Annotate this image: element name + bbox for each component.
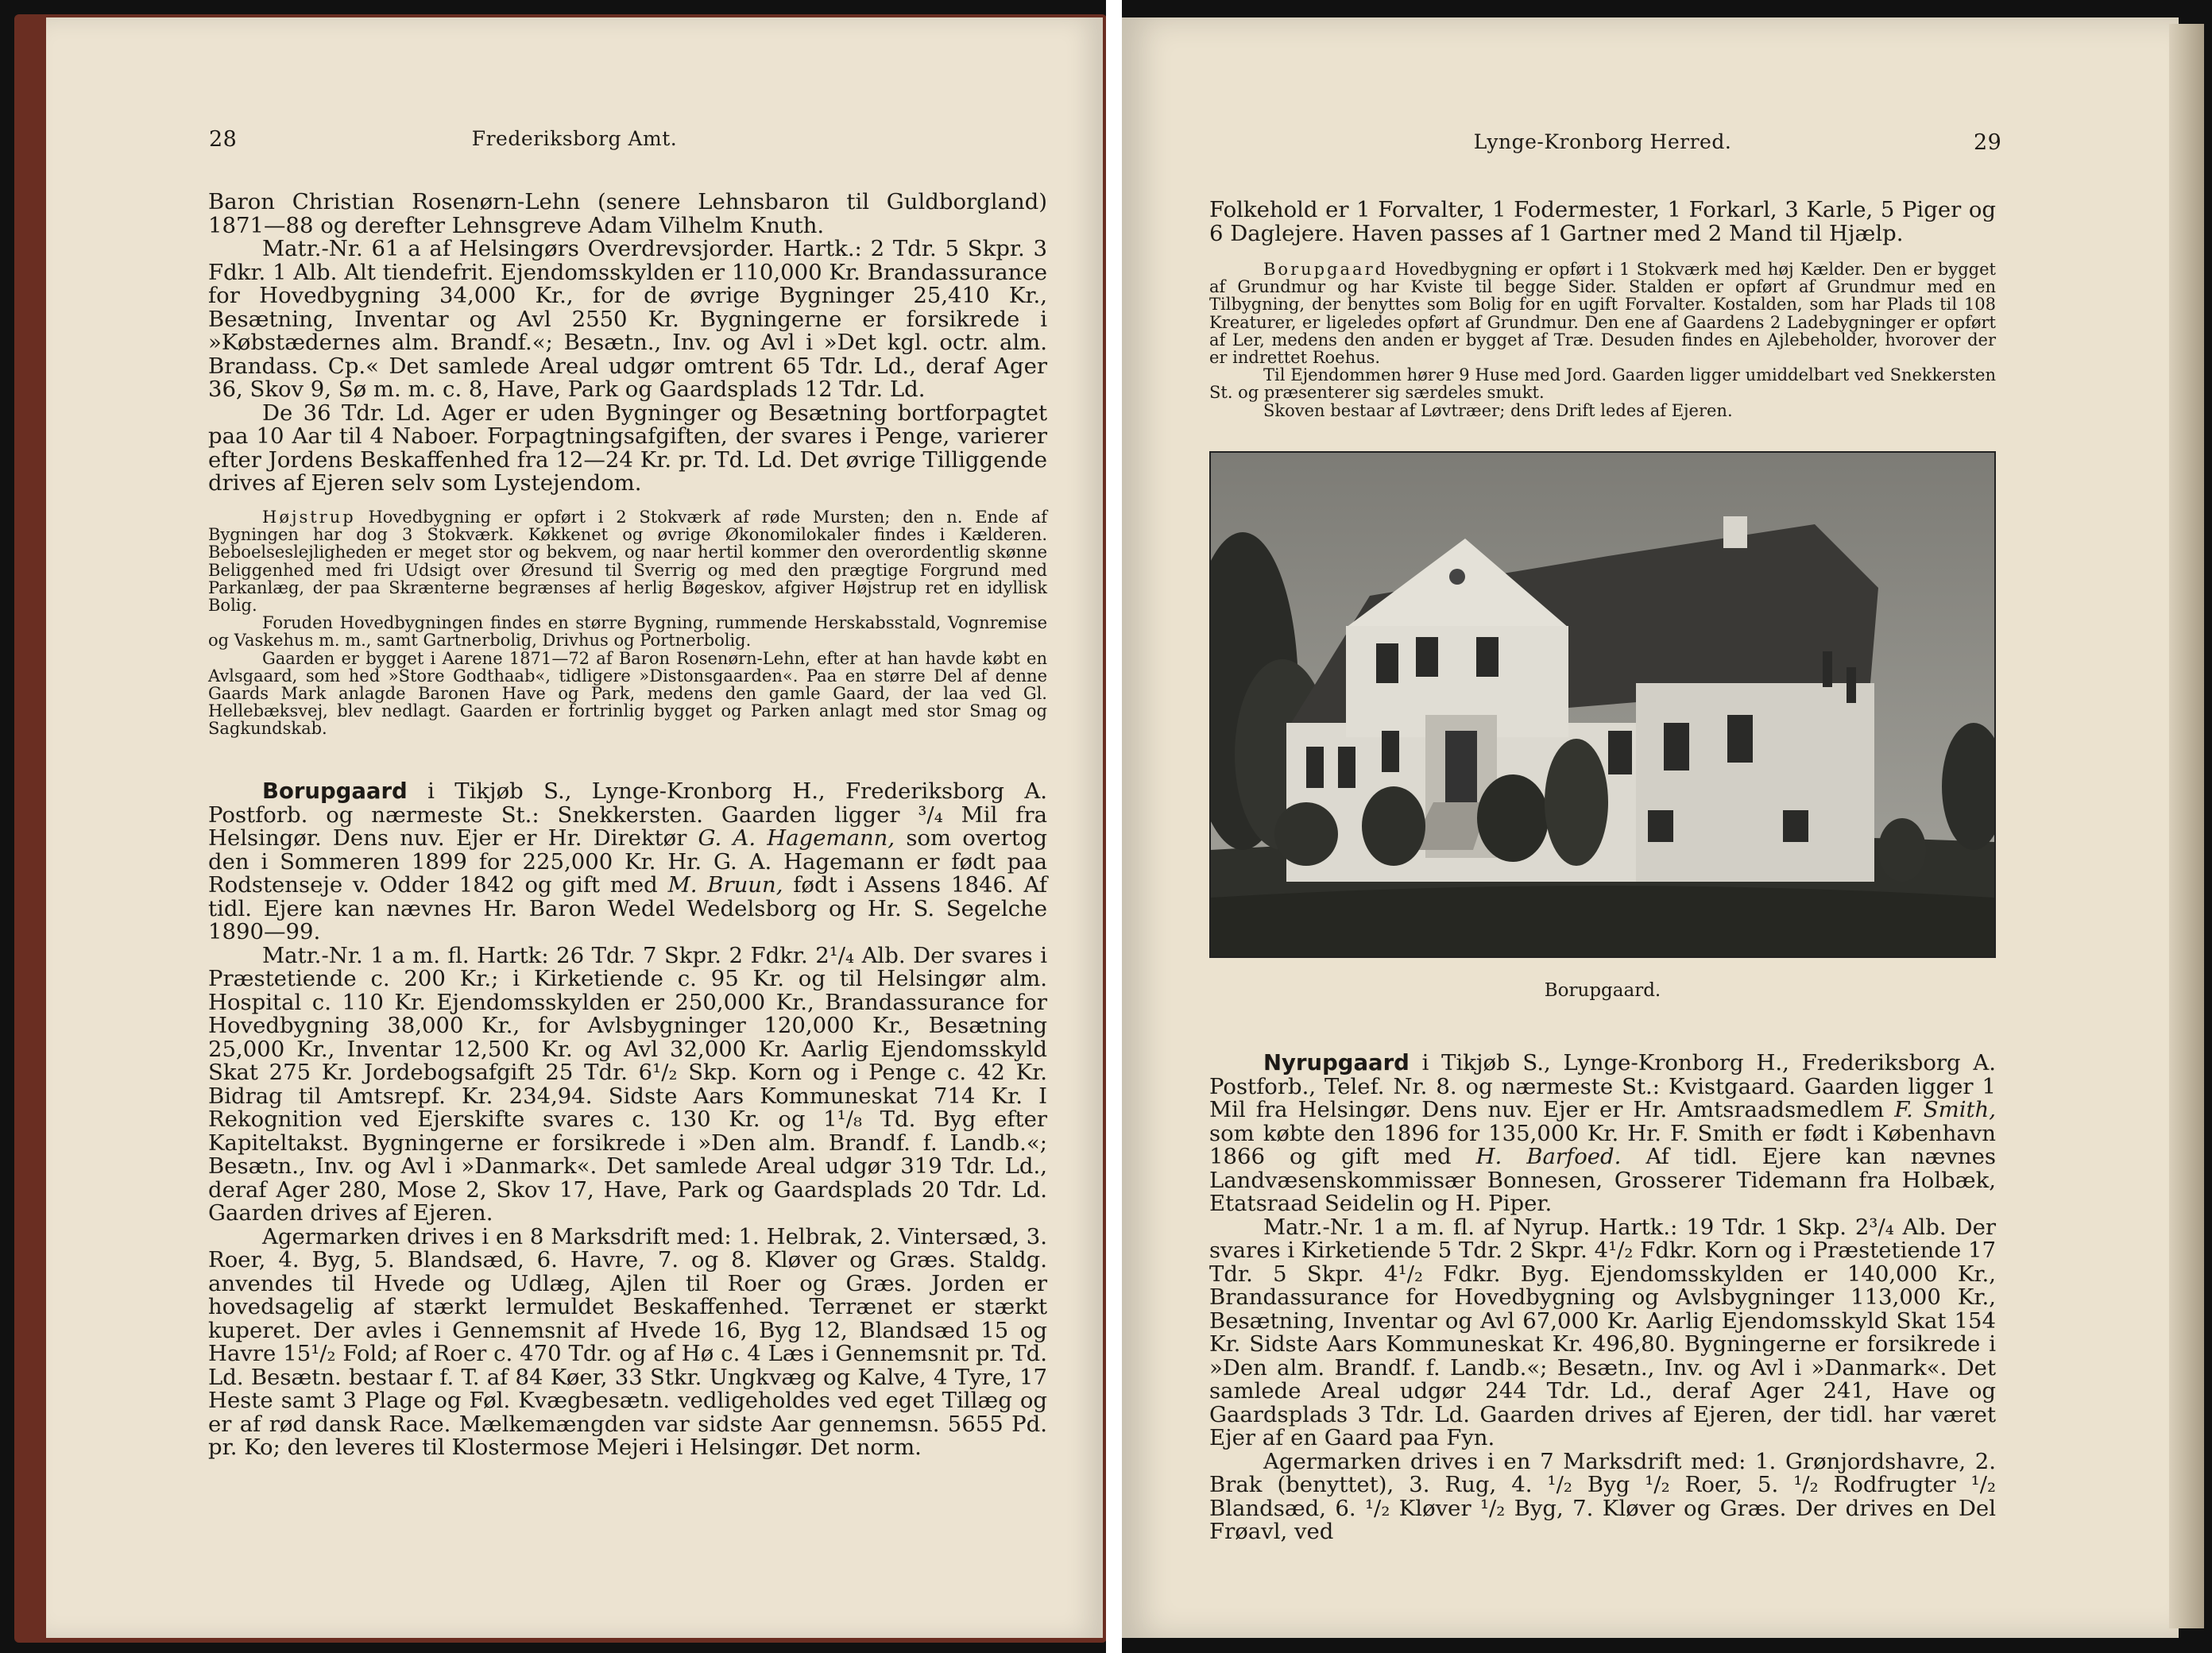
manor-house-illustration xyxy=(1211,453,1994,956)
right-page xyxy=(1122,17,2179,1638)
left-running-title: Frederiksborg Amt. xyxy=(471,127,678,150)
paragraph xyxy=(208,508,1047,614)
left-entry-borupgaard xyxy=(208,780,1047,1460)
paragraph: De 36 Tdr. Ld. Ager er uden Bygninger og Besætning bortforpagtet paa 10 Aar til 4 Naboer. Forpagtningsafgiften, der svares i Penge, varierer efter Jordens Beskaffenhed fra 12—24 Kr. pr. Td. Ld. Det øvrige Tilliggende drives af Ejeren selv som Lystejendom. xyxy=(208,400,1047,496)
page-gutter xyxy=(1106,0,1122,1653)
photo-caption: Borupgaard. xyxy=(1544,980,1661,1001)
paragraph: Matr.-Nr. 1 a m. fl. Hartk: 26 Tdr. 7 Skpr. 2 Fdkr. 2¹/₄ Alb. Der svares i Præstetiende c. 200 Kr.; i Kirketiende c. 95 Kr. og til Helsingør alm. Hospital c. 110 Kr. Ejendomsskylden er 250,000 Kr., Brandassurance for Hovedbygning 38,000 Kr., for Avlsbygninger 120,000 Kr., Besætning 25,000 Kr., Inventar 12,500 Kr. og Avl 32,000 Kr. Aarlig Ejendomsskyld Skat 275 Kr. Jordebogsafgift 25 Tdr. 6¹/₂ Skp. Korn og i Penge c. 42 Kr. Bidrag til Amtsrepf. Kr. 234,94. Sidste Aars Kommuneskat 714 Kr. I Rekognition ved Ejerskifte svares c. 130 Kr. og 1¹/₈ Td. Byg efter Kapiteltakst. Bygningerne er forsikrede i »Den alm. Brandf. f. Landb.«; Besætn., Inv. og Avl i »Danmark«. Det samlede Areal udgør 319 Tdr. Ld., deraf Ager 280, Mose 2, Skov 17, Have, Park og Gaardsplads 20 Tdr. Ld. Gaarden drives af Ejeren. xyxy=(208,942,1047,1226)
left-page xyxy=(46,17,1103,1638)
entry-text: som købte den 1896 for 135,000 Kr. Hr. F. Smith er født i København 1866 og gift med xyxy=(1209,1120,1996,1169)
entry-text: i Tikjøb S., Lynge-Kronborg H., Frederiksborg A. Postforb., Telef. Nr. 8. og nærmeste St.: Kvistgaard. Gaarden ligger 1 Mil fra Helsingør. Dens nuv. Ejer er Hr. Amtsraadsmedlem xyxy=(1209,1050,1996,1122)
page-stack-edge xyxy=(2169,24,2204,1628)
manor-photograph xyxy=(1209,451,1996,958)
paragraph: Matr.-Nr. 1 a m. fl. af Nyrup. Hartk.: 19 Tdr. 1 Skp. 2³/₄ Alb. Der svares i Kirketiende 5 Tdr. 2 Skpr. 4¹/₂ Fdkr. Korn og i Præstetiende 17 Tdr. 5 Skpr. 4¹/₂ Fdkr. Byg. Ejendomsskylden er 140,000 Kr., Brandassurance for Hovedbygning og Avlsbygninger 113,000 Kr., Besætning, Inventar og Avl 67,000 Kr. Aarlig Ejendomsskyld Skat 154 Kr. Sidste Aars Kommuneskat Kr. 496,80. Bygningerne er forsikrede i »Den alm. Brandf. f. Landb.«; Besætn., Inv. og Avl i »Danmark«. Det samlede Areal udgør 244 Tdr. Ld., deraf Ager 241, Have og Gaardsplads 3 Tdr. Ld. Gaarden drives af Ejeren, der tidl. har været Ejer af en Gaard paa Fyn. xyxy=(1209,1214,1996,1450)
paragraph: Agermarken drives i en 8 Marksdrift med: 1. Helbrak, 2. Vintersæd, 3. Roer, 4. Byg, 5. Blandsæd, 6. Havre, 7. og 8. Kløver og Græs. Staldg. anvendes til Hvede og Udlæg, Ajlen til Roer og Græs. Jorden er hovedsagelig af stærkt lermuldet Beskaffenhed. Terrænet er stærkt kuperet. Der avles i Gennemsnit af Hvede 16, Byg 12, Blandsæd 15 og Havre 15¹/₂ Fold; af Roer c. 470 Tdr. og af Hø c. 4 Læs i Gennemsnit pr. Td. Ld. Besætn. bestaar f. T. af 84 Køer, 33 Stkr. Ungkvæg og Kalve, 4 Tyre, 17 Heste samt 3 Plage og Føl. Kvægbesætn. vedligeholdes ved eget Tillæg og er af rød dansk Race. Mælkemængden var sidste Aar gennemsn. 5655 Pd. pr. Ko; den leveres til Klostermose Mejeri i Helsingør. Det norm. xyxy=(208,1223,1047,1460)
entry-name: Borupgaard xyxy=(262,778,408,804)
paragraph: Gaarden er bygget i Aarene 1871—72 af Baron Rosenørn-Lehn, efter at han havde købt en Avlsgaard, som hed »Store Godthaab«, tidligere »Distonsgaarden«. Paa en større Del af denne Gaards Mark anlagde Baronen Have og Park, medens den gamle Gaard, der laa ved Gl. Hellebæksvej, blev nedlagt. Gaarden er fortrinlig bygget og Parken anlagt med stor Smag og Sagkundskab. xyxy=(208,648,1047,739)
right-running-title: Lynge-Kronborg Herred. xyxy=(1473,130,1732,153)
right-page-number: 29 xyxy=(1974,130,2002,155)
spaced-name: Borupgaard xyxy=(1263,260,1389,279)
entry-heading-paragraph xyxy=(1209,1052,1996,1216)
left-page-number: 28 xyxy=(209,127,238,152)
paragraph: Foruden Hovedbygningen findes en større Bygning, rummende Herskabsstald, Vognremise og Vaskehus m. m., samt Gartnerbolig, Drivhus og Portnerbolig. xyxy=(208,613,1047,651)
entry-text: født i Assens 1846. Af tidl. Ejere kan nævnes Hr. Baron Wedel Wedelsborg og Hr. S. Segelche 1890—99. xyxy=(208,872,1047,944)
paragraph-text: Hovedbygning er opført i 1 Stokværk med høj Kælder. Den er bygget af Grundmur og har Kviste til begge Sider. Stalden er opført af Grundmur med en Tilbygning, der benyttes som Bolig for en ugift Forvalter. Kostalden, som har Plads til 108 Kreaturer, er ligeledes opført af Grundmur. Den ene af Gaardens 2 Ladebygninger er opført af Ler, medens den anden er bygget af Træ. Desuden findes en Ajlebeholder, hvorover der er indrettet Roehus. xyxy=(1209,260,1996,368)
paragraph: Agermarken drives i en 7 Marksdrift med: 1. Grønjordshavre, 2. Brak (benyttet), 3. Rug, 4. ¹/₂ Byg ¹/₂ Roer, 5. ¹/₂ Rodfrugter ¹/₂ Blandsæd, 6. ¹/₂ Kløver ¹/₂ Byg, 7. Kløver og Græs. Der drives en Del Frøavl, ved xyxy=(1209,1448,1996,1544)
paragraph: Matr.-Nr. 61 a af Helsingørs Overdrevsjorder. Hartk.: 2 Tdr. 5 Skpr. 3 Fdkr. 1 Alb. Alt tiendefrit. Ejendomsskylden er 110,000 Kr. Brandassurance for Hovedbygning 34,000 Kr., for de øvrige Bygninger 25,410 Kr., Besætning, Inventar og Avl 2550 Kr. Bygningerne er forsikrede i »Købstædernes alm. Brandf.«; Besætn., Inv. og Avl i »Det kgl. octr. alm. Brandass. Cp.« Det samlede Areal udgør omtrent 65 Tdr. Ld., deraf Ager 36, Skov 9, Sø m. m. c. 8, Have, Park og Gaardsplads 12 Tdr. Ld. xyxy=(208,236,1047,402)
paragraph: Folkehold er 1 Forvalter, 1 Fodermester, 1 Forkarl, 3 Karle, 5 Piger og 6 Daglejere. Haven passes af 1 Gartner med 2 Mand til Hjælp. xyxy=(1209,197,1996,246)
left-small-print xyxy=(208,508,1047,738)
owner-name: F. Smith, xyxy=(1894,1097,1996,1122)
wife-name: H. Barfoed. xyxy=(1475,1144,1622,1169)
left-block-hojstrup xyxy=(208,191,1047,496)
entry-text: som overtog den i Sommeren 1899 for 225,000 Kr. Hr. G. A. Hagemann er født paa Rodstenseje v. Odder 1842 og gift med xyxy=(208,825,1047,898)
paragraph-text: Hovedbygning er opført i 2 Stokværk af røde Mursten; den n. Ende af Bygningen har dog 3 Stokværk. Køkkenet og øvrige Økonomilokaler findes i Kælderen. Beboelseslejligheden er meget stor og bekvem, og naar hertil kommer den overordentlig skønne Beliggenhed med fri Udsigt over Øresund til Sverrig og med den prægtige Forgrund med Parkanlæg, der paa Skrænterne begrænses af herlig Bøgeskov, afgiver Højstrup ret en idyllisk Bolig. xyxy=(208,508,1047,616)
entry-heading-paragraph xyxy=(208,780,1047,944)
right-entry-nyrupgaard xyxy=(1209,1052,1996,1544)
paragraph: Baron Christian Rosenørn-Lehn (senere Lehnsbaron til Guldborgland) 1871—88 og derefter Lehnsgreve Adam Vilhelm Knuth. xyxy=(208,189,1047,238)
paragraph: Til Ejendommen hører 9 Huse med Jord. Gaarden ligger umiddelbart ved Snekkersten St. og præsenterer sig særdeles smukt. xyxy=(1209,365,1996,403)
spaced-name: Højstrup xyxy=(262,508,356,527)
entry-text: Af tidl. Ejere kan nævnes Landvæsenskommissær Bonnesen, Grosserer Tidemann fra Holbæk, Etatsraad Seidelin og H. Piper. xyxy=(1209,1144,1996,1216)
right-top-paragraph xyxy=(1209,199,1996,245)
right-small-print xyxy=(1209,261,1996,419)
paragraph: Skoven bestaar af Løvtræer; dens Drift ledes af Ejeren. xyxy=(1263,400,1733,420)
entry-name: Nyrupgaard xyxy=(1263,1050,1410,1076)
paragraph xyxy=(1209,261,1996,366)
entry-text: i Tikjøb S., Lynge-Kronborg H., Frederiksborg A. Postforb. og nærmeste St.: Snekkersten. Gaarden ligger ³/₄ Mil fra Helsingør. Dens nuv. Ejer er Hr. Direktør xyxy=(208,778,1047,851)
owner-name: G. A. Hagemann, xyxy=(698,825,895,851)
wife-name: M. Bruun, xyxy=(667,872,783,898)
